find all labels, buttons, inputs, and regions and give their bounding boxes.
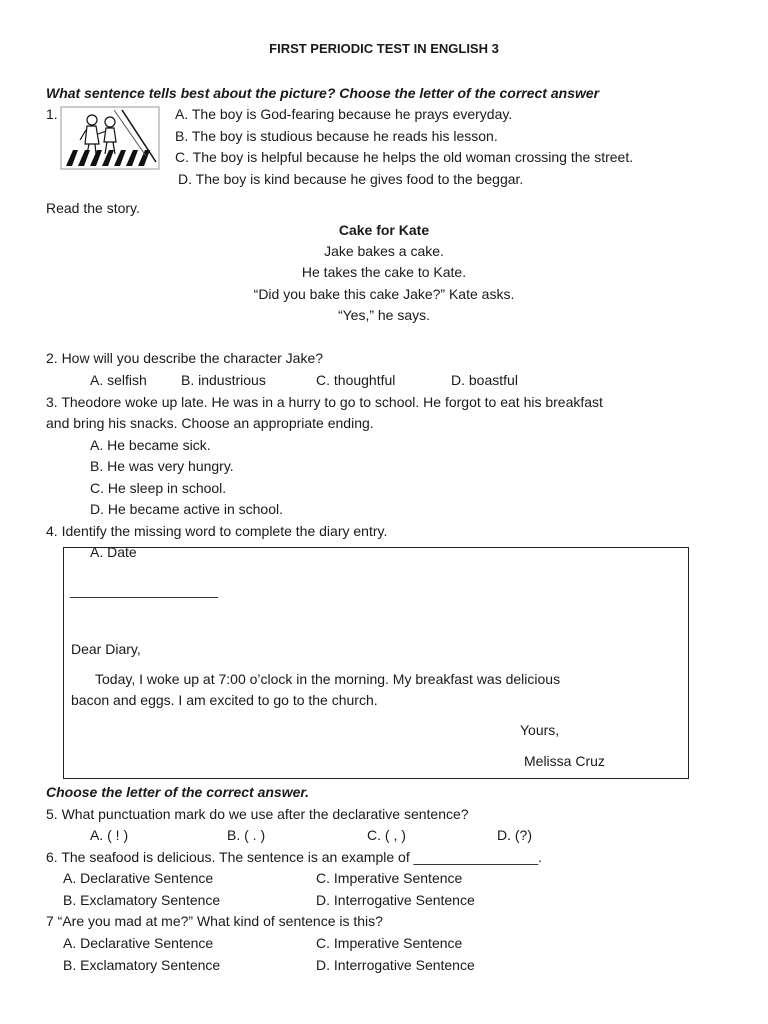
q5-option-b: B. ( . ) [227,827,266,843]
q2-option-c: C. thoughtful [316,372,396,388]
q2-option-d: D. boastful [451,372,518,388]
q2-option-b: B. industrious [181,372,266,388]
q2-option-a: A. selfish [90,372,147,388]
q6-question: 6. The seafood is delicious. The sentence is an example of ________________. [46,849,543,865]
q7-option-a: A. Declarative Sentence [63,935,214,951]
story-line: “Yes,” he says. [337,307,431,323]
q1-option-c: C. The boy is helpful because he helps the old woman crossing the street. [175,149,634,165]
story-title: Cake for Kate [338,222,430,238]
diary-body-line: Today, I woke up at 7:00 o’clock in the morning. My breakfast was delicious [95,671,561,687]
q3-option-b: B. He was very hungry. [90,458,234,474]
story-line: “Did you bake this cake Jake?” Kate asks. [253,286,515,302]
q7-option-c: C. Imperative Sentence [316,935,463,951]
q6-option-c: C. Imperative Sentence [316,870,463,886]
q6-option-a: A. Declarative Sentence [63,870,214,886]
crossing-street-illustration [60,106,160,170]
q5-option-c: C. ( , ) [367,827,406,843]
q2-question: 2. How will you describe the character Jake? [46,350,324,366]
q5-question: 5. What punctuation mark do we use after the declarative sentence? [46,806,469,822]
question-number: 1. [46,106,58,122]
page-title: FIRST PERIODIC TEST IN ENGLISH 3 [269,41,499,56]
q3-option-d: D. He became active in school. [90,501,283,517]
q1-option-d: D. The boy is kind because he gives food to the beggar. [178,171,524,187]
q6-option-d: D. Interrogative Sentence [316,892,475,908]
q3-question-cont: and bring his snacks. Choose an appropriate ending. [46,415,374,431]
q1-option-b: B. The boy is studious because he reads his lesson. [175,128,498,144]
diary-greeting: Dear Diary, [71,641,141,657]
q3-question: 3. Theodore woke up late. He was in a hurry to go to school. He forgot to eat his breakfast [46,394,603,410]
q4-option-a: A. Date [90,544,137,560]
story-intro: Read the story. [46,200,140,216]
q7-option-b: B. Exclamatory Sentence [63,957,221,973]
story-line: Jake bakes a cake. [324,243,444,259]
q5-option-d: D. (?) [497,827,532,843]
diary-body-line: bacon and eggs. I am excited to go to the church. [71,692,378,708]
q4-question: 4. Identify the missing word to complete the diary entry. [46,523,388,539]
q3-option-c: C. He sleep in school. [90,480,227,496]
section-instruction: What sentence tells best about the picture? Choose the letter of the correct answer [46,85,600,101]
section-instruction: Choose the letter of the correct answer. [46,784,309,800]
diary-closing: Yours, [520,722,560,738]
q1-option-a: A. The boy is God-fearing because he prays everyday. [175,106,513,122]
q3-option-a: A. He became sick. [90,437,211,453]
q7-question: 7 “Are you mad at me?” What kind of sentence is this? [46,913,383,929]
q7-option-d: D. Interrogative Sentence [316,957,475,973]
story-line: He takes the cake to Kate. [301,264,467,280]
q5-option-a: A. ( ! ) [90,827,129,843]
diary-date-blank: ___________________ [70,582,218,598]
diary-signature: Melissa Cruz [524,753,605,769]
q6-option-b: B. Exclamatory Sentence [63,892,221,908]
